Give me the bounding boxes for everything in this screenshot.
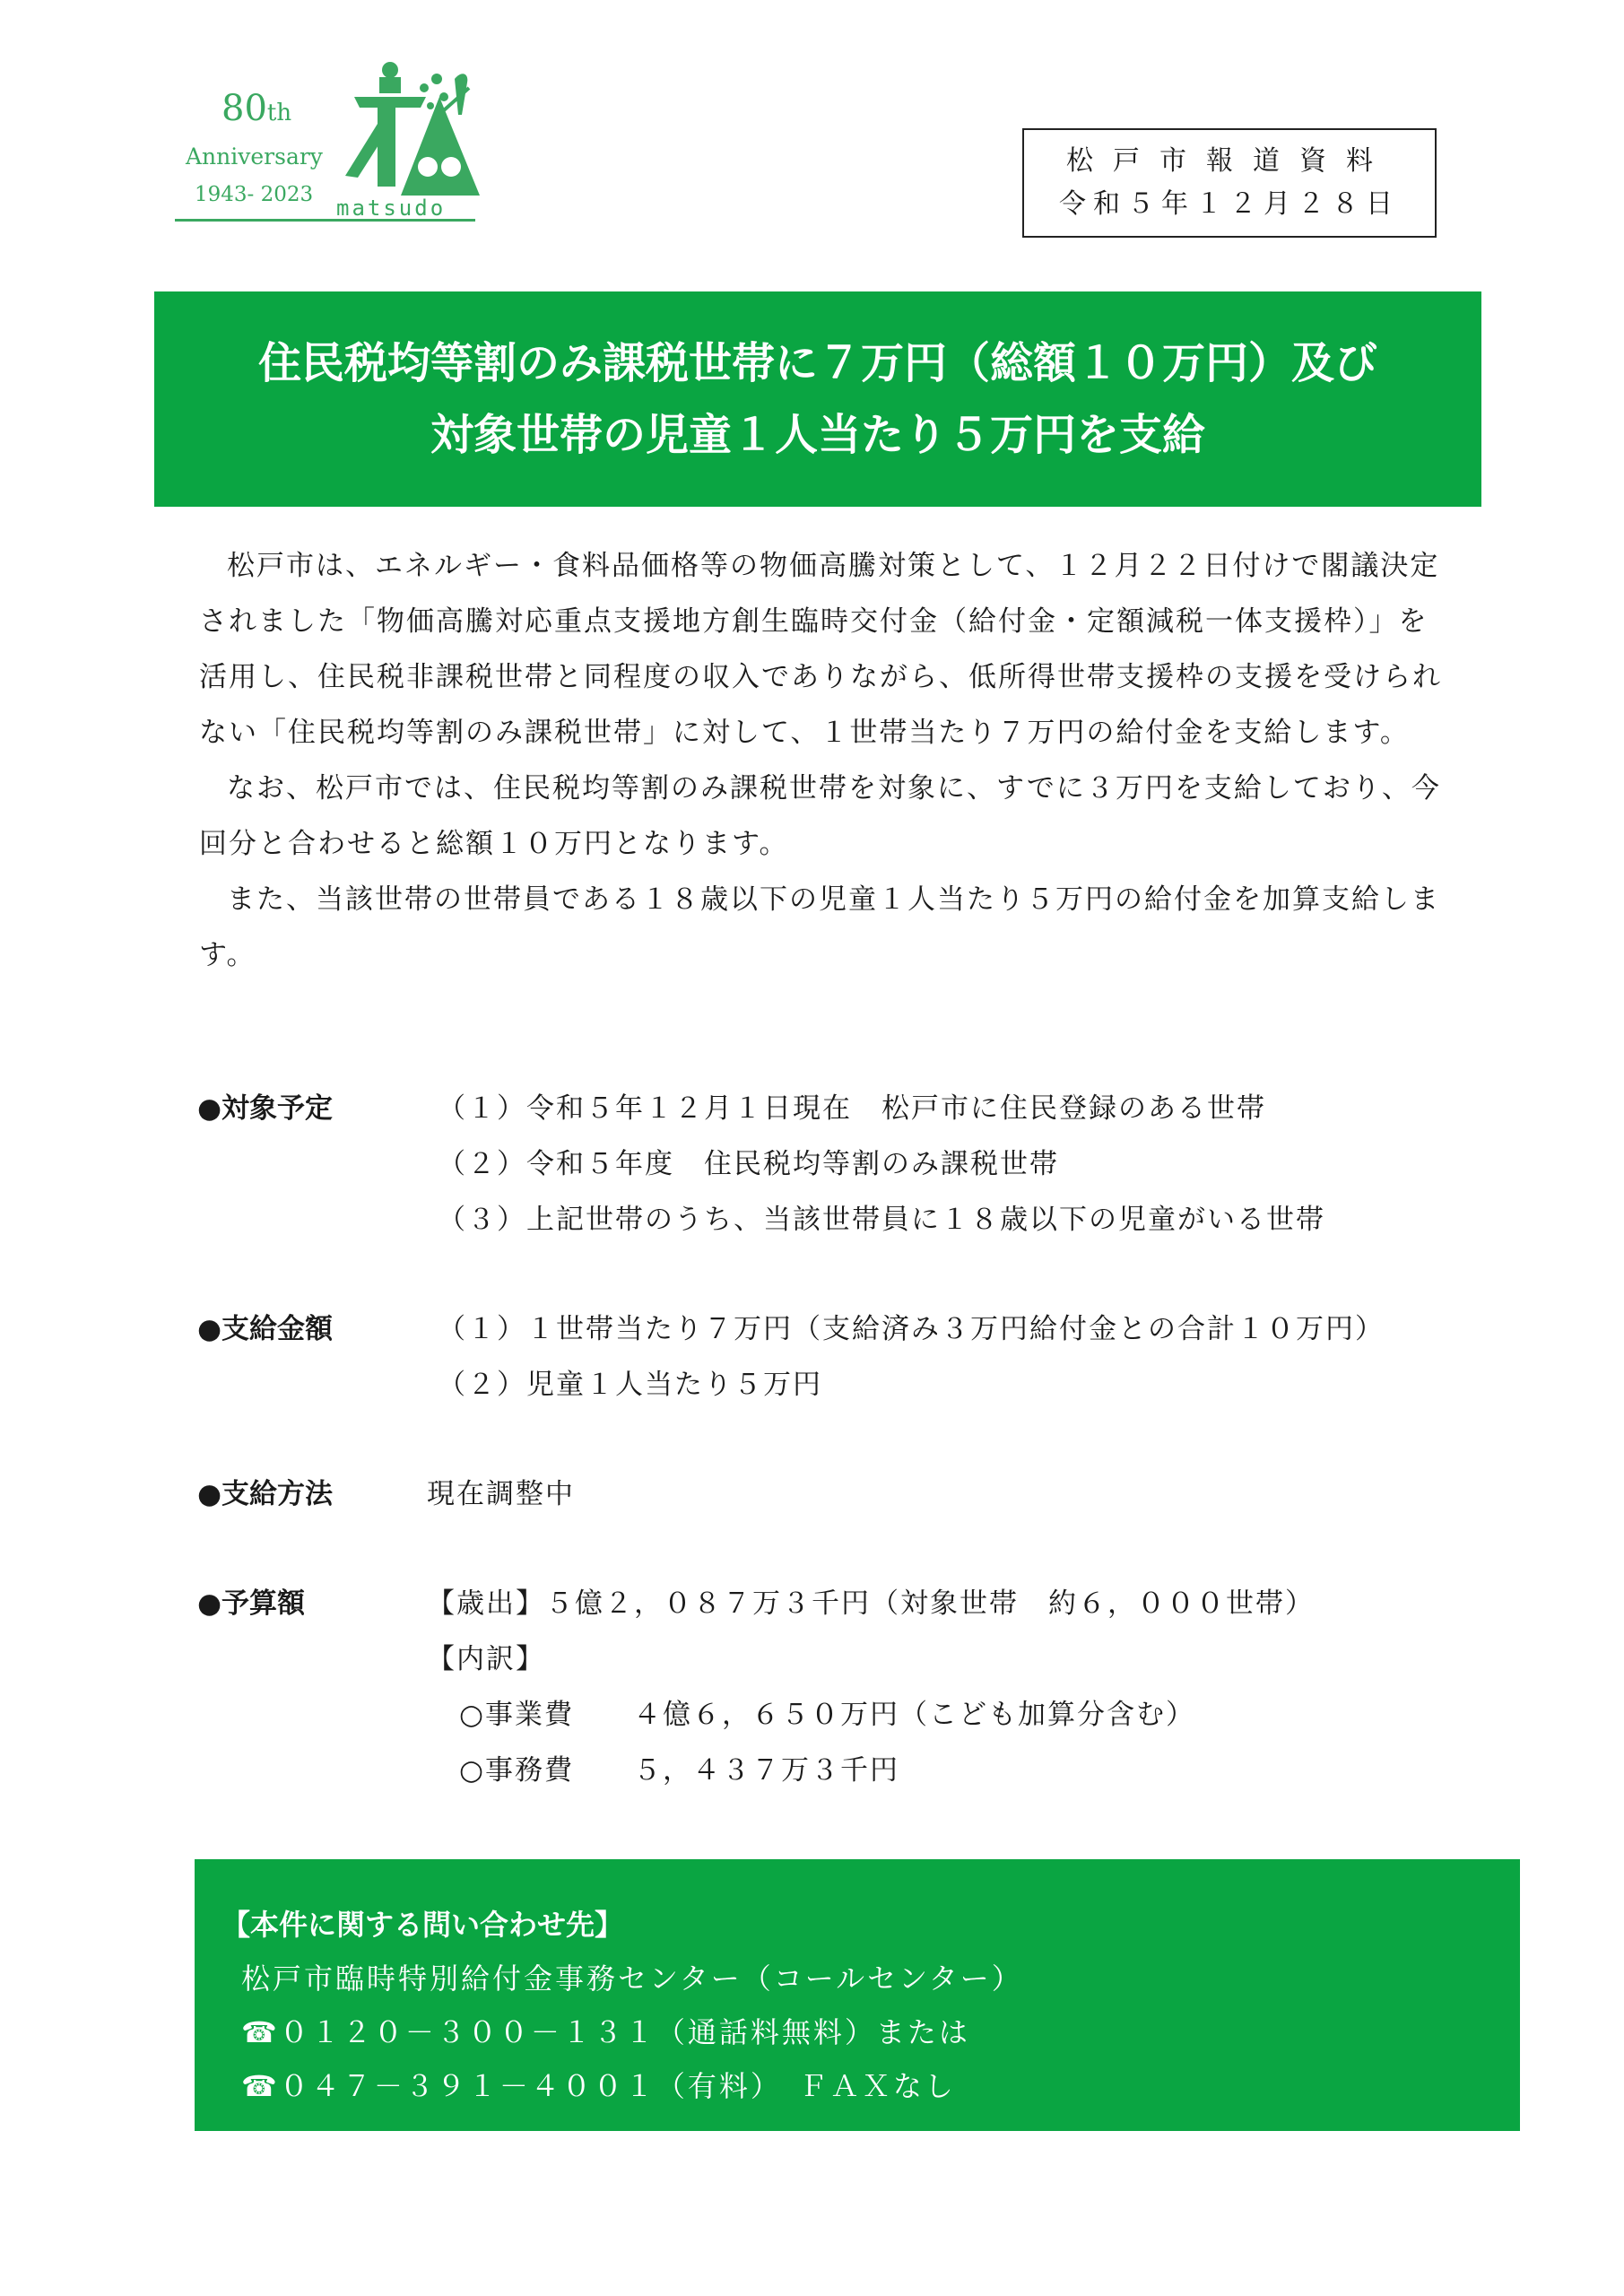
contact-box — [195, 1859, 1520, 2131]
body-text — [199, 538, 1446, 983]
press-release-label: 松戸市報道資料 — [1066, 145, 1393, 177]
body-paragraph-3: また、当該世帯の世帯員である１８歳以下の児童１人当たり５万円の給付金を加算支給します。 — [199, 883, 1440, 971]
section-target-item-2: （２）令和５年度 住民税均等割のみ課税世帯 — [438, 1148, 1059, 1180]
contact-phone-free: ☎０１２０－３００－１３１（通話料無料）または — [241, 2015, 970, 2049]
logo-wordmark: matsudo — [336, 196, 447, 221]
section-target-item-1: （１）令和５年１２月１日現在 松戸市に住民登録のある世帯 — [438, 1092, 1266, 1125]
title-line-2: 対象世帯の児童１人当たり５万円を支給 — [430, 410, 1205, 460]
contact-heading: 【本件に関する問い合わせ先】 — [221, 1908, 624, 1942]
section-budget-office-cost: ○事務費 ５，４３７万３千円 — [459, 1754, 900, 1787]
logo-years: 1943- 2023 — [195, 183, 314, 206]
section-amount-heading: ●支給金額 — [197, 1313, 334, 1345]
body-paragraph-2: なお、松戸市では、住民税均等割のみ課税世帯を対象に、すでに３万円を支給しており、今回分と合わせると総額１０万円となります。 — [199, 772, 1441, 860]
title-line-1: 住民税均等割のみ課税世帯に７万円（総額１０万円）及び — [257, 338, 1377, 388]
press-release-date: 令和５年１２月２８日 — [1059, 188, 1400, 220]
section-budget-business-cost: ○事業費 ４億６，６５０万円（こども加算分含む） — [459, 1699, 1196, 1731]
body-paragraph-1: 松戸市は、エネルギー・食料品価格等の物価高騰対策として、１２月２２日付けで閣議決定されました「物価高騰対応重点支援地方創生臨時交付金（給付金・定額減税一体支援枠）」を活用し、住民税非課税世帯と同程度の収入でありながら、低所得世帯支援枠の支援を受けられない「住民税均等割のみ課税世帯」に対して、１世帯当たり７万円の給付金を支給します。 — [199, 550, 1442, 749]
section-budget-heading: ●予算額 — [197, 1587, 306, 1620]
press-release-box — [1022, 128, 1437, 238]
logo-80th: 80th — [221, 88, 292, 129]
section-target-item-3: （３）上記世帯のうち、当該世帯員に１８歳以下の児童がいる世帯 — [438, 1204, 1325, 1236]
logo-anniversary-text: Anniversary — [186, 144, 323, 170]
title-banner — [154, 291, 1481, 507]
contact-phone-paid: ☎０４７－３９１－４００１（有料） ＦＡＸなし — [241, 2069, 956, 2103]
section-amount-item-1: （１）１世帯当たり７万円（支給済み３万円給付金との合計１０万円） — [438, 1313, 1385, 1345]
section-budget-breakdown-label: 【内訳】 — [427, 1643, 545, 1675]
section-method-heading: ●支給方法 — [197, 1478, 334, 1510]
matsudo-mark-icon — [327, 61, 480, 196]
section-target-heading: ●対象予定 — [197, 1092, 334, 1125]
section-method-value: 現在調整中 — [427, 1478, 575, 1510]
section-budget-expenditure: 【歳出】５億２，０８７万３千円（対象世帯 約６，０００世帯） — [427, 1587, 1315, 1620]
contact-office: 松戸市臨時特別給付金事務センター（コールセンター） — [241, 1961, 1023, 1996]
anniversary-logo — [175, 61, 484, 231]
section-amount-item-2: （２）児童１人当たり５万円 — [438, 1369, 822, 1401]
